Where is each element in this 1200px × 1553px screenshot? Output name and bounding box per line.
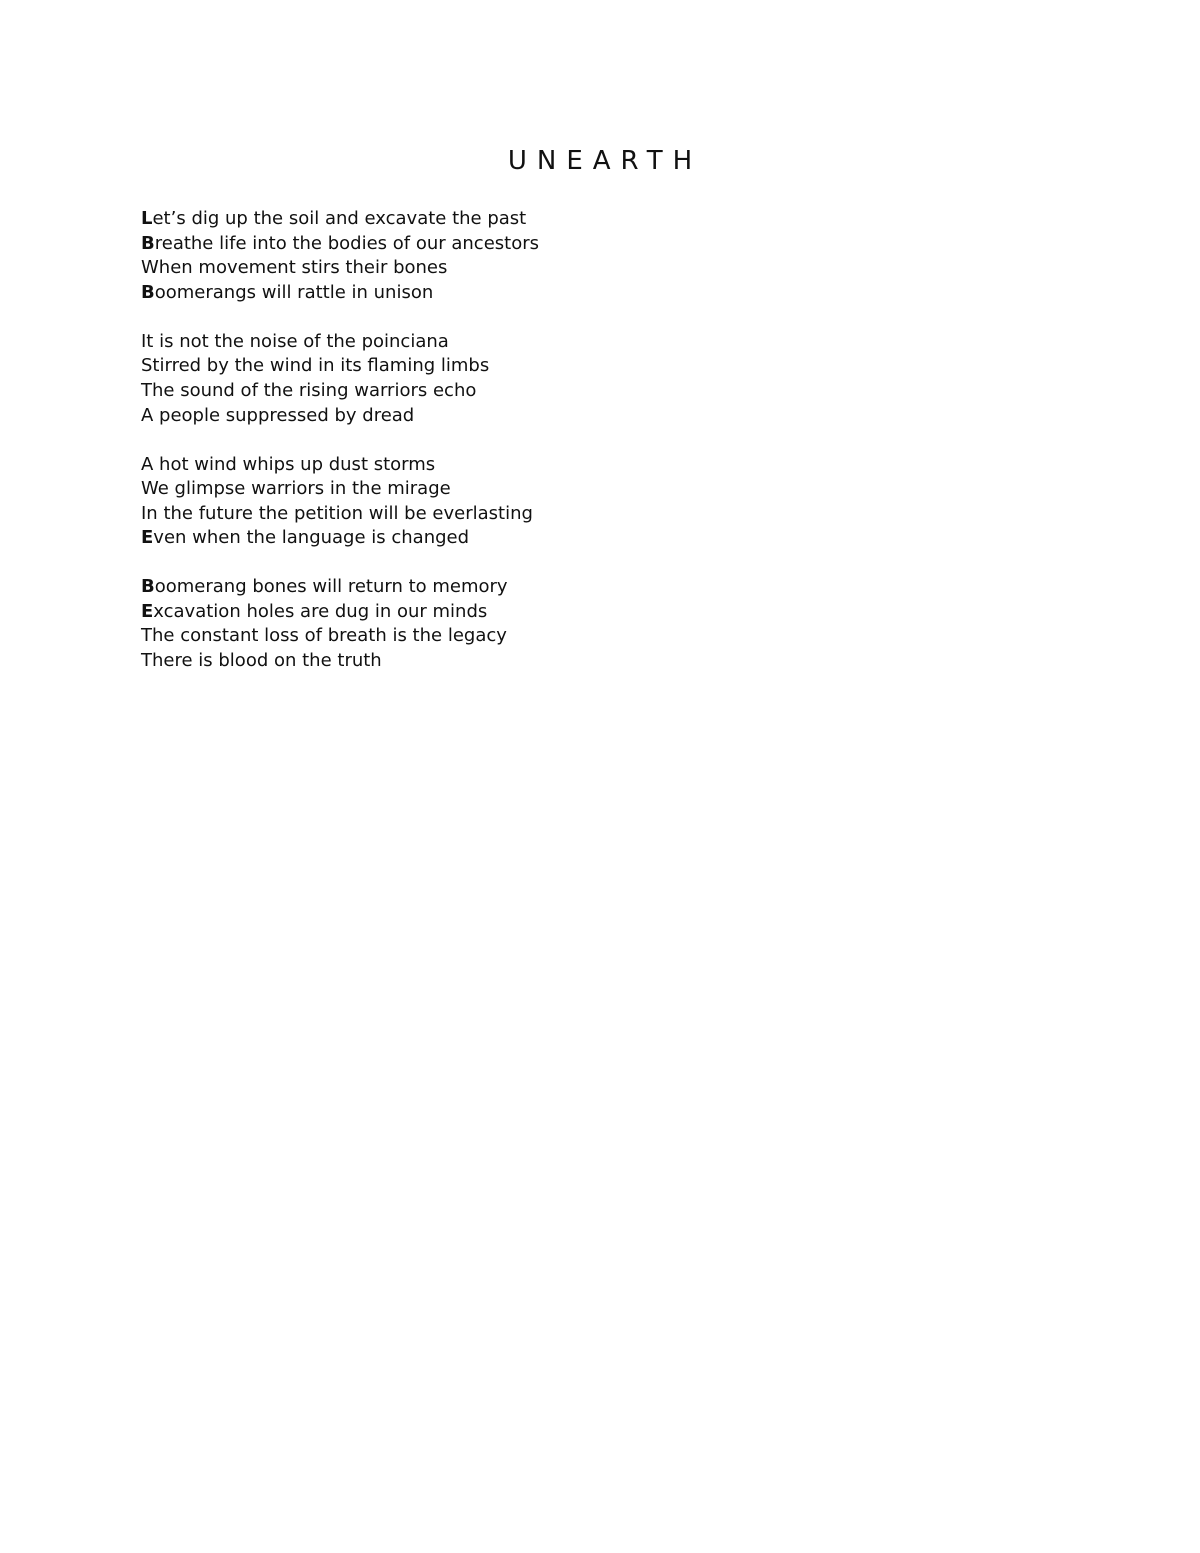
poem-line (141, 232, 841, 257)
poem-line (141, 477, 841, 502)
poem-line (141, 526, 841, 551)
poem-line (141, 281, 841, 306)
poem-line (141, 600, 841, 625)
line-text: It is not the noise of the poinciana (141, 330, 449, 352)
stanza-4 (141, 575, 841, 673)
line-text: A people suppressed by dread (141, 404, 415, 426)
line-initial: E (141, 600, 154, 622)
line-text: The sound of the rising warriors echo (141, 379, 477, 401)
line-initial: L (141, 208, 153, 229)
poem-line (141, 379, 841, 404)
line-initial: B (141, 576, 155, 598)
poem-line (141, 502, 841, 527)
line-text: There is blood on the truth (141, 650, 382, 672)
line-initial: B (141, 281, 155, 303)
line-text: oomerang bones will return to memory (154, 576, 508, 598)
line-text: We glimpse warriors in the mirage (141, 478, 451, 500)
line-text: ven when the language is changed (153, 527, 470, 549)
poem-line (141, 354, 841, 379)
poem-title: UNEARTH (507, 146, 703, 176)
poem-line (141, 453, 841, 478)
poem-line (141, 649, 841, 674)
line-text: A hot wind whips up dust storms (141, 453, 436, 475)
line-text: The constant loss of breath is the legacy (141, 625, 507, 647)
line-text: In the future the petition will be everlasting (141, 502, 533, 524)
stanza-2 (141, 330, 841, 428)
poem-line (141, 404, 841, 429)
poem-line (141, 207, 841, 232)
poem-line (141, 330, 841, 355)
line-text: reathe life into the bodies of our ancestors (154, 232, 539, 254)
line-text: Stirred by the wind in its flaming limbs (141, 355, 490, 377)
line-text: xcavation holes are dug in our minds (153, 600, 488, 622)
line-text: When movement stirs their bones (141, 257, 448, 279)
stanza-3 (141, 453, 841, 551)
line-text: et’s dig up the soil and excavate the past (152, 208, 527, 229)
line-initial: E (141, 527, 154, 549)
stanza-1 (141, 207, 841, 305)
line-text: oomerangs will rattle in unison (154, 281, 434, 303)
line-initial: B (141, 232, 155, 254)
poem-line (141, 256, 841, 281)
poem-line (141, 624, 841, 649)
poem-body (141, 207, 841, 698)
poem-line (141, 575, 841, 600)
